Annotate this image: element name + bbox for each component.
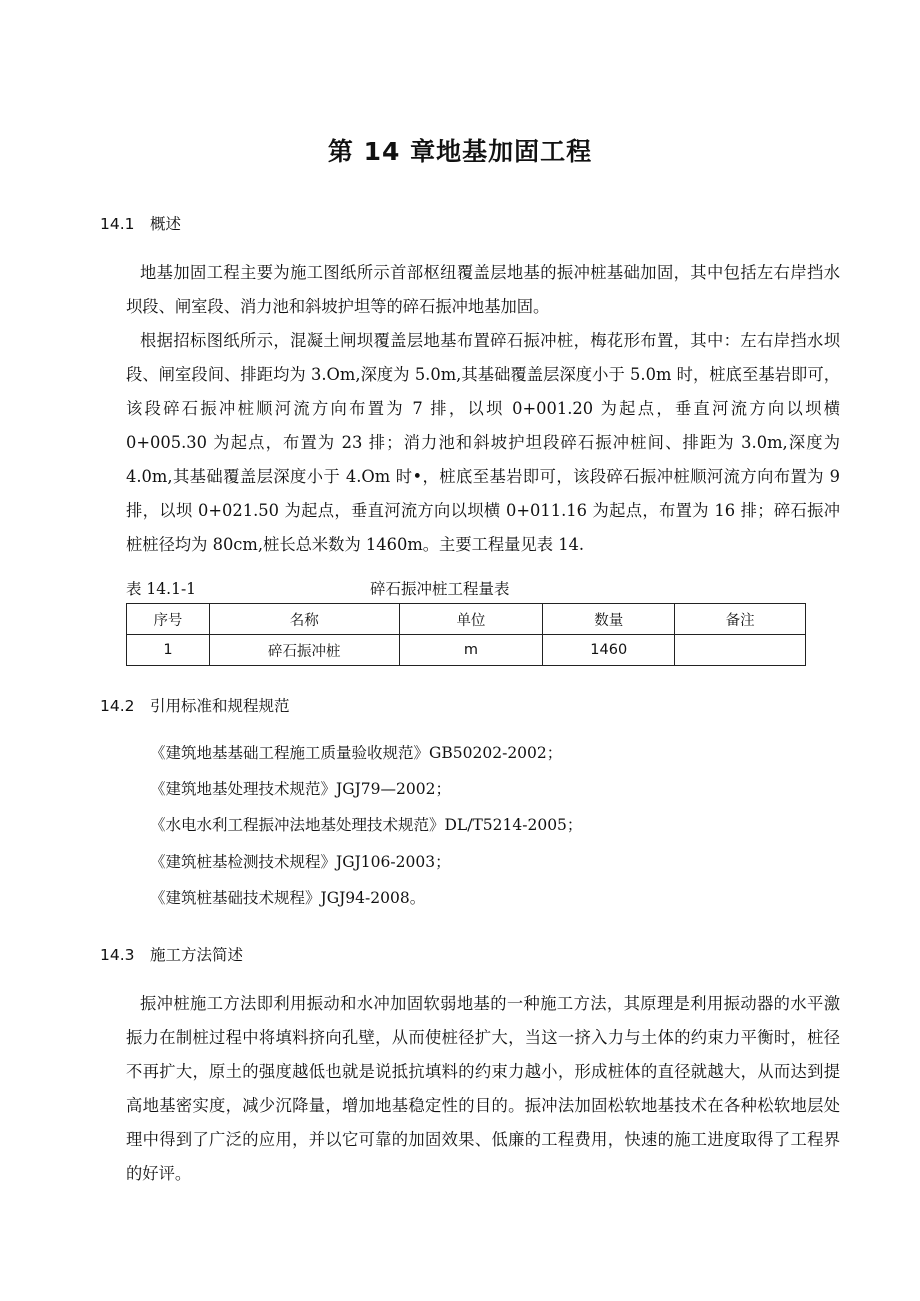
section-title: 施工方法简述 bbox=[150, 946, 244, 964]
chapter-title: 第 14 章地基加固工程 bbox=[327, 137, 593, 166]
reference-item: 《水电水利工程振冲法地基处理技术规范》DL/T5214-2005； bbox=[150, 816, 583, 835]
section-number: 14.2 bbox=[100, 697, 135, 715]
header-cell: 单位 bbox=[399, 604, 543, 635]
table-number: 表 14.1-1 bbox=[126, 580, 197, 598]
paragraph-method: 振冲桩施工方法即利用振动和水冲加固软弱地基的一种施工方法，其原理是利用振动器的水平激振力在制桩过程中将填料挤向孔壁，从而使桩径扩大，当这一挤入力与土体的约束力平衡时，桩径不再扩大，原土的强度越低也就是说抵抗填料的约束力越小，形成桩体的直径就越大，从而达到提高地基密实度，减少沉降量，增加地基稳定性的目的。振冲法加固松软地基技术在各种松软地层处理中得到了广泛的应用，并以它可靠的加固效果、低廉的工程费用，快速的施工进度取得了工程界的好评。 bbox=[126, 994, 840, 1183]
header-cell: 备注 bbox=[675, 604, 806, 635]
reference-item: 《建筑地基处理技术规范》JGJ79—2002； bbox=[150, 780, 451, 799]
header-cell: 数量 bbox=[543, 604, 675, 635]
reference-item: 《建筑地基基础工程施工质量验收规范》GB50202-2002； bbox=[150, 744, 563, 762]
paragraph-overview-1: 地基加固工程主要为施工图纸所示首部枢纽覆盖层地基的振冲桩基础加固，其中包括左右岸挡水坝段、闸室段、消力池和斜坡护坦等的碎石振冲地基加固。 bbox=[126, 263, 840, 316]
table-cell bbox=[675, 635, 806, 666]
section-heading-standards bbox=[100, 694, 290, 716]
table-cell: 1 bbox=[127, 635, 210, 666]
table-row bbox=[127, 635, 806, 666]
section-heading-overview bbox=[100, 212, 181, 234]
table-cell: 碎石振冲桩 bbox=[209, 635, 399, 666]
quantity-table bbox=[126, 603, 806, 666]
table-cell: m bbox=[399, 635, 543, 666]
reference-list bbox=[150, 735, 582, 916]
table-title: 碎石振冲桩工程量表 bbox=[370, 580, 510, 598]
header-cell: 名称 bbox=[209, 604, 399, 635]
reference-item: 《建筑桩基础技术规程》JGJ94-2008。 bbox=[150, 888, 426, 907]
reference-item: 《建筑桩基检测技术规程》JGJ106-2003； bbox=[150, 852, 451, 871]
paragraph-overview-2: 根据招标图纸所示，混凝土闸坝覆盖层地基布置碎石振冲桩，梅花形布置，其中：左右岸挡水坝段、闸室段间、排距均为 3.Om,深度为 5.0m,其基础覆盖层深度小于 5.0m 时，桩底至基岩即可，该段碎石振冲桩顺河流方向布置为 7 排，以坝 0+001.20 为起点，垂直河流方向以坝横 0+005.30 为起点，布置为 23 排；消力池和斜坡护坦段碎石振冲桩间、排距为 3.0m,深度为 4.0m,其基础覆盖层深度小于 4.Om 时•，桩底至基岩即可，该段碎石振冲桩顺河流方向布置为 9 排，以坝 0+021.50 为起点，垂直河流方向以坝横 0+011.16 为起点，布置为 16 排；碎石振冲桩桩径均为 80cm,桩长总米数为 1460m。主要工程量见表 14. bbox=[126, 331, 840, 554]
table-cell: 1460 bbox=[543, 635, 675, 666]
header-cell: 序号 bbox=[127, 604, 210, 635]
section-number: 14.3 bbox=[100, 946, 135, 964]
table-header-row bbox=[127, 604, 806, 635]
section-number: 14.1 bbox=[100, 215, 135, 233]
section-heading-method bbox=[100, 943, 243, 965]
section-title: 引用标准和规程规范 bbox=[150, 697, 290, 715]
section-title: 概述 bbox=[150, 215, 182, 233]
